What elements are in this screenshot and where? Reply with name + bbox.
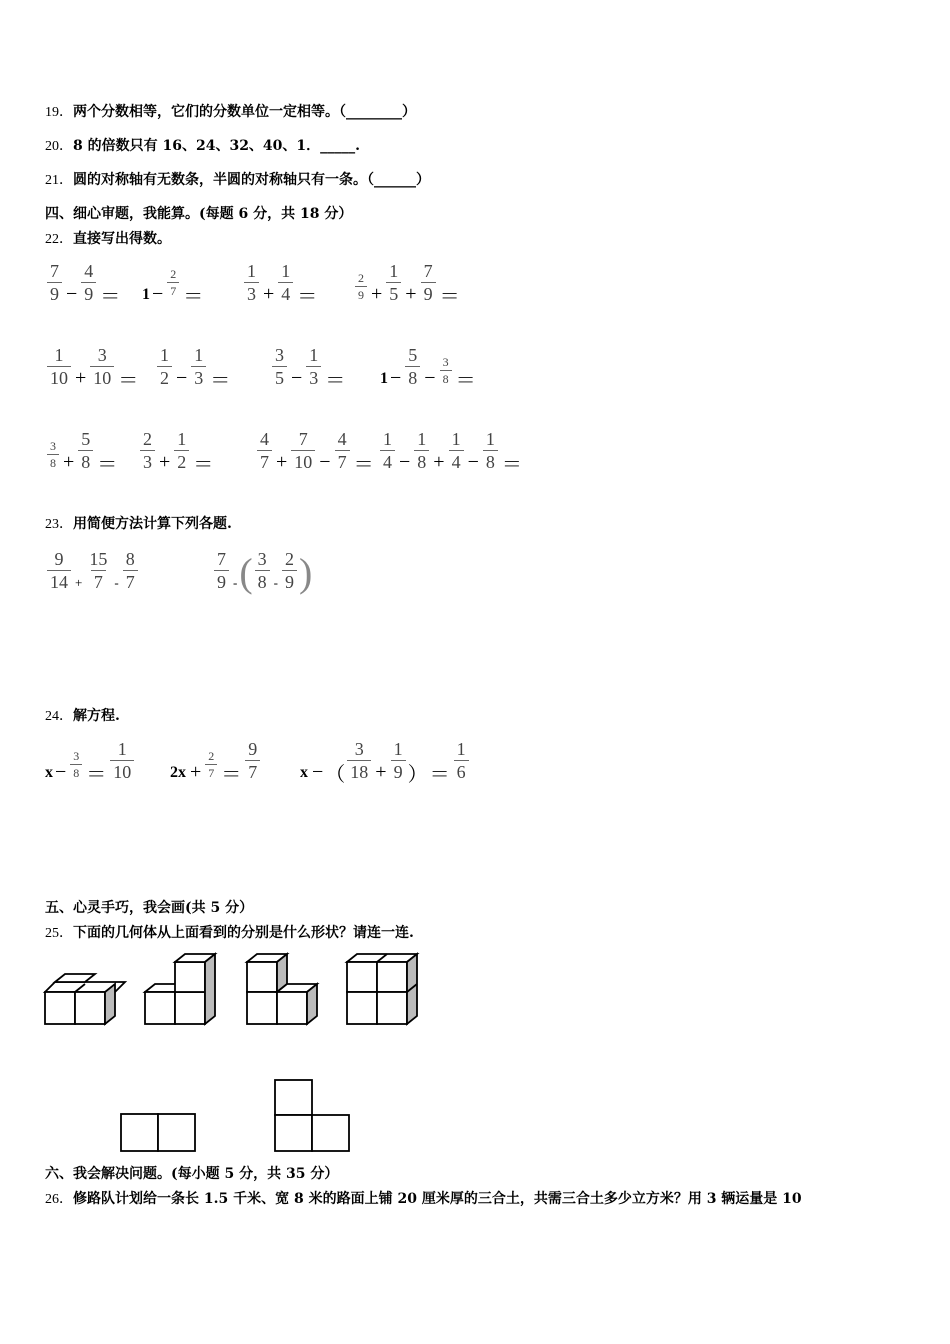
expr-r2-3: $\frac{3}{5}$ − $\frac{1}{3}$ ＝ xyxy=(270,346,347,387)
fraction: $\frac{5}{8}$ xyxy=(405,346,420,387)
fraction: $\frac{1}{5}$ xyxy=(386,262,401,303)
expr-r1-2: 1 − $\frac{2}{7}$ ＝ xyxy=(142,267,204,308)
solid-figure-3 xyxy=(247,954,317,1024)
expr-r2-4: 1 − $\frac{5}{8}$ − $\frac{3}{8}$ ＝ xyxy=(380,345,476,392)
expr-r3-2: $\frac{2}{3}$ + $\frac{1}{2}$ ＝ xyxy=(138,430,215,471)
expr-r2-2: $\frac{1}{2}$ − $\frac{1}{3}$ ＝ xyxy=(155,346,232,387)
fraction: $\frac{1}{3}$ xyxy=(306,346,321,387)
question-23: 23．用简便方法计算下列各题. xyxy=(45,516,232,532)
fraction: $\frac{1}{3}$ xyxy=(191,346,206,387)
fraction: $\frac{1}{2}$ xyxy=(174,430,189,471)
question-19: 19．两个分数相等，它们的分数单位一定相等。（________） xyxy=(45,104,416,120)
equation-1: x − $\frac{3}{8}$ ＝ $\frac{1}{10}$ xyxy=(45,740,136,781)
question-25: 25．下面的几何体从上面看到的分别是什么形状？请连一连. xyxy=(45,925,414,941)
fraction: $\frac{2}{7}$ xyxy=(167,268,179,297)
fraction: $\frac{5}{8}$ xyxy=(78,430,93,471)
top-view-two-squares xyxy=(121,1114,195,1151)
fraction: $\frac{1}{8}$ xyxy=(483,430,498,471)
fraction: $\frac{7}{10}$ xyxy=(291,430,315,471)
section-5-heading: 五、心灵手巧，我会画(共 5 分） xyxy=(45,900,254,916)
solid-figure-4 xyxy=(347,954,417,1024)
fraction: $\frac{2}{3}$ xyxy=(140,430,155,471)
fraction: $\frac{3}{8}$ xyxy=(255,550,270,591)
question-26: 26．修路队计划给一条长 1.5 千米、宽 8 米的路面上铺 20 厘米厚的三合土，共需三合土多少立方米？用 3 辆运量是 10 xyxy=(45,1191,802,1207)
fraction: $\frac{3}{8}$ xyxy=(70,750,82,779)
fraction: $\frac{1}{10}$ xyxy=(110,740,134,781)
question-22: 22．直接写出得数。 xyxy=(45,231,171,247)
expr-r1-4: $\frac{2}{9}$ + $\frac{1}{5}$ + $\frac{7}{9}$ ＝ xyxy=(353,262,462,303)
question-21: 21．圆的对称轴有无数条，半圆的对称轴只有一条。（______） xyxy=(45,172,430,188)
fraction: $\frac{9}{7}$ xyxy=(245,740,260,781)
fraction: $\frac{1}{10}$ xyxy=(47,346,71,387)
fraction: $\frac{3}{18}$ xyxy=(347,740,371,781)
fraction: $\frac{7}{9}$ xyxy=(47,262,62,303)
solid-figure-1 xyxy=(45,974,125,1024)
fraction: $\frac{1}{3}$ xyxy=(244,262,259,303)
fraction: $\frac{1}{6}$ xyxy=(454,740,469,781)
equation-3: x − （ $\frac{3}{18}$ + $\frac{1}{9}$ ） ＝ $\frac{1}{6}$ xyxy=(300,740,471,781)
fraction: $\frac{4}{7}$ xyxy=(257,430,272,471)
expr-r3-3: $\frac{4}{7}$ + $\frac{7}{10}$ − $\frac{4}{7}$ ＝ xyxy=(255,430,376,471)
question-24: 24．解方程. xyxy=(45,708,120,724)
fraction: $\frac{15}{7}$ xyxy=(89,549,108,592)
expr-r3-4: $\frac{1}{4}$ − $\frac{1}{8}$ + $\frac{1}{4}$ − $\frac{1}{8}$ ＝ xyxy=(378,430,524,471)
fraction: $\frac{7}{9}$ xyxy=(214,550,229,591)
top-view-l-shape xyxy=(275,1080,349,1151)
fraction: $\frac{1}{4}$ xyxy=(449,430,464,471)
fraction: $\frac{1}{4}$ xyxy=(278,262,293,303)
fraction: $\frac{7}{9}$ xyxy=(421,262,436,303)
fraction: $\frac{3}{8}$ xyxy=(440,356,452,385)
expr-q23-2: $\frac{7}{9}$ - ( $\frac{3}{8}$ - $\frac{2}{9}$ ) xyxy=(212,550,312,591)
fraction: $\frac{9}{14}$ xyxy=(47,550,71,591)
fraction: $\frac{1}{4}$ xyxy=(380,430,395,471)
equation-2: 2x + $\frac{2}{7}$ ＝ $\frac{9}{7}$ xyxy=(170,740,262,781)
fraction: $\frac{1}{9}$ xyxy=(391,740,406,781)
question-20: 20．8 的倍数只有 16、24、32、40、1．_____. xyxy=(45,138,361,154)
expr-r1-1: $\frac{7}{9}$ − $\frac{4}{9}$ ＝ xyxy=(45,262,122,303)
fraction: $\frac{8}{7}$ xyxy=(123,550,138,591)
fraction: $\frac{3}{5}$ xyxy=(272,346,287,387)
left-paren: ( xyxy=(239,549,253,595)
fraction: $\frac{1}{2}$ xyxy=(157,346,172,387)
solid-figure-2 xyxy=(145,954,215,1024)
expr-r2-1: $\frac{1}{10}$ + $\frac{3}{10}$ ＝ xyxy=(45,346,140,387)
fraction: $\frac{2}{9}$ xyxy=(355,272,367,301)
section-6-heading: 六、我会解决问题。(每小题 5 分，共 35 分） xyxy=(45,1166,339,1182)
expr-r1-3: $\frac{1}{3}$ + $\frac{1}{4}$ ＝ xyxy=(242,262,319,303)
expr-r3-1: $\frac{3}{8}$ + $\frac{5}{8}$ ＝ xyxy=(45,430,119,471)
expr-q23-1: $\frac{9}{14}$ + $\frac{15}{7}$ - $\frac{8}{7}$ xyxy=(45,550,140,591)
fraction: $\frac{1}{8}$ xyxy=(414,430,429,471)
right-paren: ) xyxy=(299,549,313,595)
fraction: $\frac{3}{8}$ xyxy=(47,440,59,469)
fraction: $\frac{3}{10}$ xyxy=(90,346,114,387)
fraction: $\frac{2}{9}$ xyxy=(282,550,297,591)
fraction: $\frac{4}{9}$ xyxy=(81,262,96,303)
fraction: $\frac{2}{7}$ xyxy=(205,750,217,779)
section-4-heading: 四、细心审题，我能算。(每题 6 分，共 18 分） xyxy=(45,206,353,222)
fraction: $\frac{4}{7}$ xyxy=(335,430,350,471)
